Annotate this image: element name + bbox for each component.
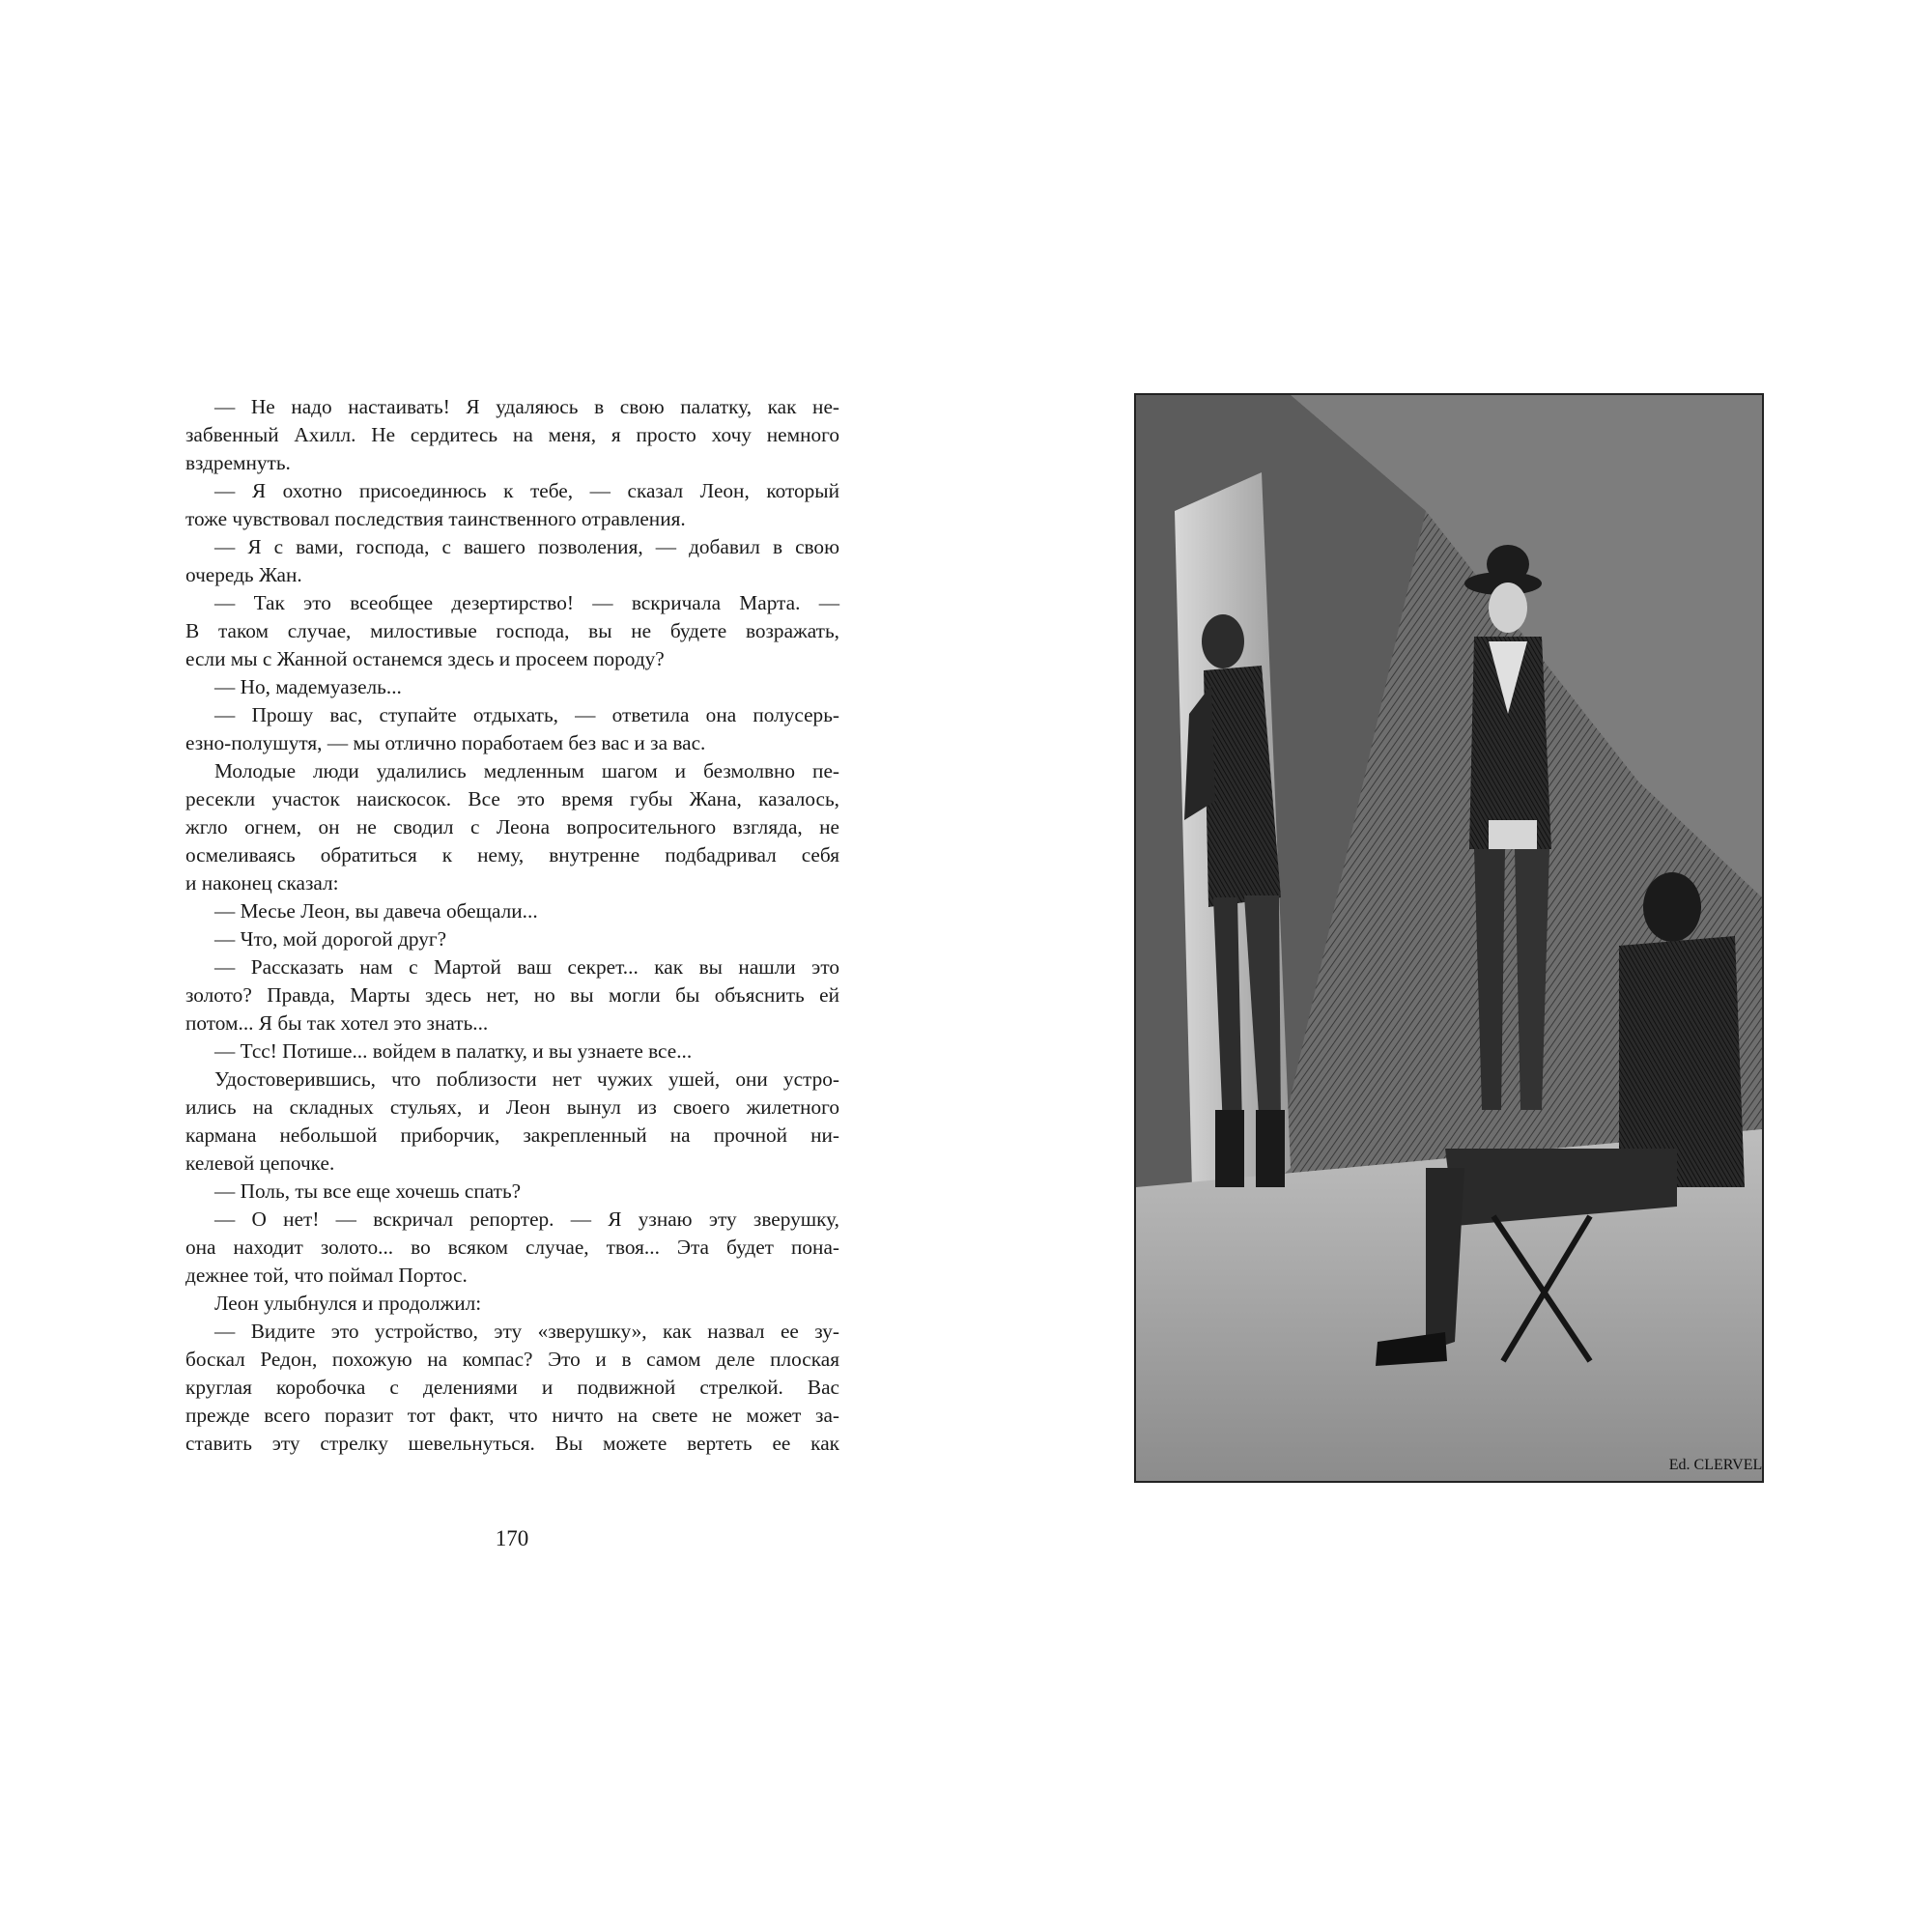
engraving-illustration (1134, 393, 1764, 1483)
text-line: — Так это всеобщее дезертирство! — вскричала Марта. — (214, 591, 839, 614)
text-line: — Поль, ты все еще хочешь спать? (214, 1179, 522, 1203)
text-line: ились на складных стульях, и Леон вынул из своего жилетного (185, 1095, 839, 1119)
text-line: — Прошу вас, ступайте отдыхать, — ответила она полусерь- (214, 703, 839, 726)
text-line: забвенный Ахилл. Не сердитесь на меня, я просто хочу немного (185, 423, 839, 446)
text-line: ресекли участок наискосок. Все это время губы Жана, казалось, (185, 787, 839, 810)
text-line: золото? Правда, Марты здесь нет, но вы могли бы объяснить ей (185, 983, 839, 1007)
text-line: — Рассказать нам с Мартой ваш секрет... как вы нашли это (214, 955, 839, 979)
text-line: очередь Жан. (185, 563, 302, 586)
text-line: и наконец сказал: (185, 871, 339, 895)
text-line: вздремнуть. (185, 451, 291, 474)
text-line: ставить эту стрелку шевельнуться. Вы можете вертеть ее как (185, 1432, 839, 1455)
text-line: если мы с Жанной останемся здесь и просеем породу? (185, 647, 665, 670)
text-line: — Что, мой дорогой друг? (214, 927, 447, 951)
text-line: — Тсс! Потише... войдем в палатку, и вы узнаете все... (214, 1039, 693, 1063)
text-line: она находит золото... во всяком случае, твоя... Эта будет пона- (185, 1236, 839, 1259)
text-line: — Месье Леон, вы давеча обещали... (214, 899, 538, 923)
text-line: тоже чувствовал последствия таинственного отравления. (185, 507, 686, 530)
text-line: — Но, мадемуазель... (214, 675, 402, 698)
text-line: осмеливаясь обратиться к нему, внутренне подбадривал себя (185, 843, 839, 867)
text-line: дежнее той, что поймал Портос. (185, 1264, 468, 1287)
text-line: — Я с вами, господа, с вашего позволения, — добавил в свою (214, 535, 839, 558)
text-line: кармана небольшой приборчик, закрепленный на прочной ни- (185, 1123, 839, 1147)
text-line: Леон улыбнулся и продолжил: (214, 1292, 482, 1315)
text-line: Молодые люди удалились медленным шагом и безмолвно пе- (214, 759, 839, 782)
text-line: В таком случае, милостивые господа, вы не будете возражать, (185, 619, 839, 642)
text-line: потом... Я бы так хотел это знать... (185, 1011, 489, 1035)
text-line: круглая коробочка с делениями и подвижной стрелкой. Вас (185, 1376, 839, 1399)
text-line: келевой цепочке. (185, 1151, 335, 1175)
text-line: Удостоверившись, что поблизости нет чужих ушей, они устро- (214, 1067, 839, 1091)
text-line: — Не надо настаивать! Я удаляюсь в свою палатку, как не- (214, 395, 839, 418)
body-text (185, 393, 839, 1458)
engraver-signature: Ed. CLERVEL (1668, 1457, 1762, 1473)
page-number: 170 (495, 1526, 529, 1550)
text-line: боскал Редон, похожую на компас? Это и в самом деле плоская (185, 1348, 839, 1371)
text-line: — Я охотно присоединюсь к тебе, — сказал Леон, который (214, 479, 839, 502)
text-line: — Видите это устройство, эту «зверушку», как назвал ее зу- (214, 1320, 839, 1343)
text-line: прежде всего поразит тот факт, что ничто на свете не может за- (185, 1404, 839, 1427)
text-line: — О нет! — вскричал репортер. — Я узнаю эту зверушку, (214, 1208, 839, 1231)
text-line: жгло огнем, он не сводил с Леона вопросительного взгляда, не (185, 815, 839, 838)
text-line: езно-полушутя, — мы отлично поработаем без вас и за вас. (185, 731, 706, 754)
